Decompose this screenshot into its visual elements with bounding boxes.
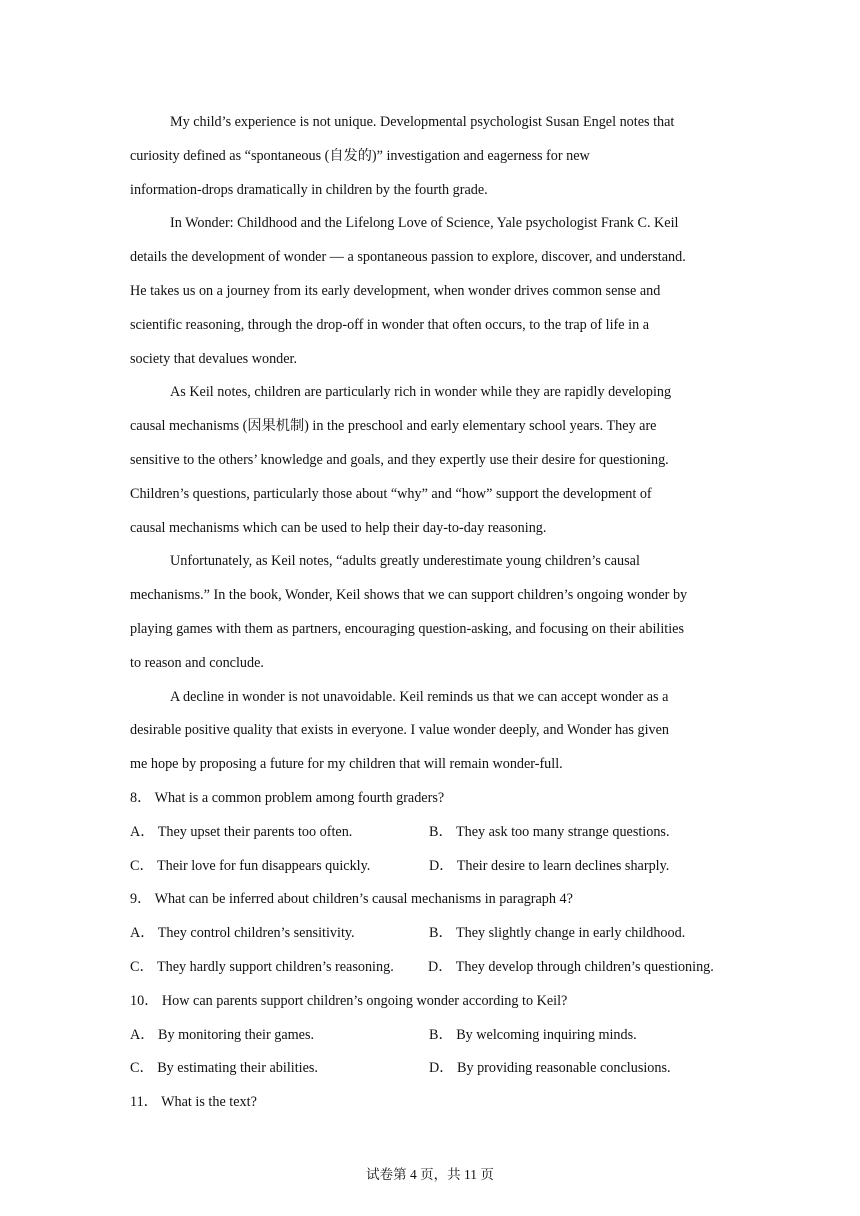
text-line: desirable positive quality that exists in everyone. I value wonder deeply, and Wonder has given	[130, 722, 670, 739]
text-line: me hope by proposing a future for my children that will remain wonder-full.	[130, 756, 563, 773]
text-line: society that devalues wonder.	[130, 350, 298, 367]
option-row	[130, 951, 732, 985]
option-row	[130, 1019, 732, 1053]
paragraph-1	[130, 106, 732, 207]
question-9	[130, 883, 732, 984]
exam-page-body	[130, 106, 732, 1120]
option-c: C． By estimating their abilities.	[130, 1060, 318, 1077]
text-line: My child’s experience is not unique. Developmental psychologist Susan Engel notes that	[170, 114, 675, 130]
paragraph-5	[130, 681, 732, 782]
option-c: C． They hardly support children’s reasoning.	[130, 958, 394, 975]
page-footer: 试卷第 4 页，共 11 页	[366, 1167, 494, 1182]
question-stem: 11． What is the text?	[130, 1094, 257, 1111]
option-c: C． Their love for fun disappears quickly.	[130, 857, 371, 874]
text-line: mechanisms.” In the book, Wonder, Keil shows that we can support children’s ongoing wonder by	[130, 587, 688, 604]
question-stem: 9． What can be inferred about children’s causal mechanisms in paragraph 4?	[130, 891, 573, 908]
text-line: As Keil notes, children are particularly rich in wonder while they are rapidly developing	[170, 384, 672, 401]
question-8	[130, 782, 732, 883]
paragraph-2	[130, 207, 732, 376]
text-line: curiosity defined as “spontaneous (自发的)” investigation and eagerness for new	[130, 147, 590, 164]
question-11	[130, 1086, 732, 1120]
text-line: scientific reasoning, through the drop-off in wonder that often occurs, to the trap of life in a	[130, 316, 650, 333]
text-line: playing games with them as partners, encouraging question-asking, and focusing on their abilities	[130, 620, 684, 637]
option-a: A． By monitoring their games.	[130, 1026, 315, 1043]
option-row	[130, 1052, 732, 1086]
option-d: D． They develop through children’s questioning.	[428, 958, 714, 975]
option-b: B． By welcoming inquiring minds.	[429, 1026, 637, 1043]
paragraph-4	[130, 545, 732, 680]
text-line: sensitive to the others’ knowledge and goals, and they expertly use their desire for questioning.	[130, 451, 669, 468]
option-row	[130, 917, 732, 951]
text-line: In Wonder: Childhood and the Lifelong Love of Science, Yale psychologist Frank C. Keil	[170, 215, 679, 232]
text-line: A decline in wonder is not unavoidable. Keil reminds us that we can accept wonder as a	[170, 688, 669, 705]
option-b: B． They slightly change in early childhood.	[429, 925, 686, 942]
text-line: to reason and conclude.	[130, 654, 264, 671]
option-row	[130, 850, 732, 884]
option-d: D． Their desire to learn declines sharply.	[429, 857, 670, 874]
option-a: A． They control children’s sensitivity.	[130, 925, 355, 942]
text-line: He takes us on a journey from its early development, when wonder drives common sense and	[130, 282, 661, 299]
text-line: causal mechanisms which can be used to help their day-to-day reasoning.	[130, 519, 547, 536]
option-a: A． They upset their parents too often.	[130, 823, 353, 840]
text-line: causal mechanisms (因果机制) in the preschool and early elementary school years. They are	[130, 418, 657, 435]
text-line: Children’s questions, particularly those about “why” and “how” support the development of	[130, 485, 652, 502]
text-line: details the development of wonder — a spontaneous passion to explore, discover, and understand.	[130, 249, 686, 266]
question-stem: 10． How can parents support children’s ongoing wonder according to Keil?	[130, 992, 568, 1009]
paragraph-3	[130, 376, 732, 545]
option-d: D． By providing reasonable conclusions.	[429, 1060, 671, 1077]
option-b: B． They ask too many strange questions.	[429, 823, 670, 840]
text-line: Unfortunately, as Keil notes, “adults greatly underestimate young children’s causal	[170, 553, 640, 570]
text-line: information-drops dramatically in children by the fourth grade.	[130, 181, 488, 198]
option-row	[130, 816, 732, 850]
question-10	[130, 985, 732, 1086]
question-stem: 8． What is a common problem among fourth graders?	[130, 789, 445, 806]
